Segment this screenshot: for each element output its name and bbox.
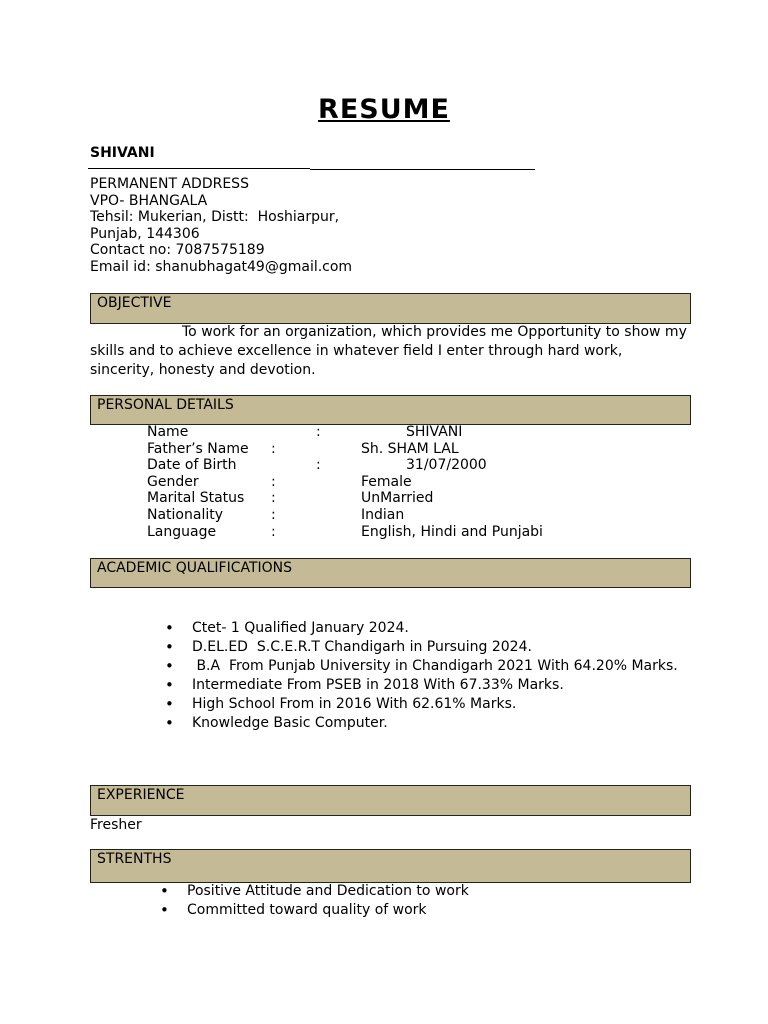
list-item: • B.A From Punjab University in Chandigarh 2021 With 64.20% Marks. [165, 657, 678, 676]
pd-sep-name: : [316, 424, 321, 440]
pd-value-nationality: Indian [361, 507, 405, 523]
pd-value-gender: Female [361, 474, 412, 490]
pd-value-dob: 31/07/2000 [406, 457, 487, 473]
candidate-name: SHIVANI [90, 145, 155, 161]
objective-text [90, 323, 690, 380]
pd-sep-father: : [271, 441, 276, 457]
experience-text: Fresher [90, 817, 142, 833]
name-underline-right [310, 169, 535, 170]
pd-value-language: English, Hindi and Punjabi [361, 524, 543, 540]
resume-title: RESUME [318, 94, 450, 125]
pd-label-language: Language [147, 524, 217, 540]
address-block [90, 176, 352, 276]
list-item: • Intermediate From PSEB in 2018 With 67.33% Marks. [165, 676, 678, 695]
pd-label-marital: Marital Status [147, 490, 245, 506]
section-personal-label: PERSONAL DETAILS [97, 397, 234, 413]
address-line-state: Punjab, 144306 [90, 225, 200, 242]
address-heading: PERMANENT ADDRESS [90, 176, 249, 192]
list-item: • High School From in 2016 With 62.61% Marks. [165, 695, 678, 714]
strengths-list [160, 882, 469, 920]
objective-body: To work for an organization, which provides me Opportunity to show my skills and to achieve excellence in whatever field I enter through hard work, sincerity, honesty and devotion. [90, 324, 687, 378]
section-experience [90, 785, 691, 816]
list-item: • Positive Attitude and Dedication to work [160, 882, 469, 901]
section-objective-label: OBJECTIVE [97, 295, 172, 311]
pd-sep-language: : [271, 524, 276, 540]
section-personal-details [90, 395, 691, 425]
academic-list [165, 619, 678, 733]
pd-label-gender: Gender [147, 474, 199, 490]
list-item: • Ctet- 1 Qualified January 2024. [165, 619, 678, 638]
address-line-vpo: VPO- BHANGALA [90, 192, 208, 209]
pd-label-dob: Date of Birth [147, 457, 237, 473]
pd-label-name: Name [147, 424, 189, 440]
pd-sep-dob: : [316, 457, 321, 473]
pd-value-name: SHIVANI [406, 424, 463, 440]
list-item: • Knowledge Basic Computer. [165, 714, 678, 733]
email-id: Email id: shanubhagat49@gmail.com [90, 258, 353, 275]
list-item: • D.EL.ED S.C.E.R.T Chandigarh in Pursuing 2024. [165, 638, 678, 657]
section-academic-label: ACADEMIC QUALIFICATIONS [97, 560, 293, 576]
pd-value-marital: UnMarried [361, 490, 434, 506]
pd-value-father: Sh. SHAM LAL [361, 441, 459, 457]
pd-sep-marital: : [271, 490, 276, 506]
pd-sep-gender: : [271, 474, 276, 490]
section-strengths [90, 849, 691, 883]
address-line-tehsil: Tehsil: Mukerian, Distt: Hoshiarpur, [90, 209, 340, 226]
list-item: • Committed toward quality of work [160, 901, 469, 920]
section-academic [90, 558, 691, 588]
contact-number: Contact no: 7087575189 [90, 242, 265, 259]
section-strengths-label: STRENTHS [97, 851, 172, 867]
section-experience-label: EXPERIENCE [97, 787, 185, 803]
section-objective [90, 293, 691, 324]
name-underline-left [88, 168, 310, 169]
pd-sep-nationality: : [271, 507, 276, 523]
pd-label-nationality: Nationality [147, 507, 224, 523]
pd-label-father: Father’s Name [147, 441, 249, 457]
